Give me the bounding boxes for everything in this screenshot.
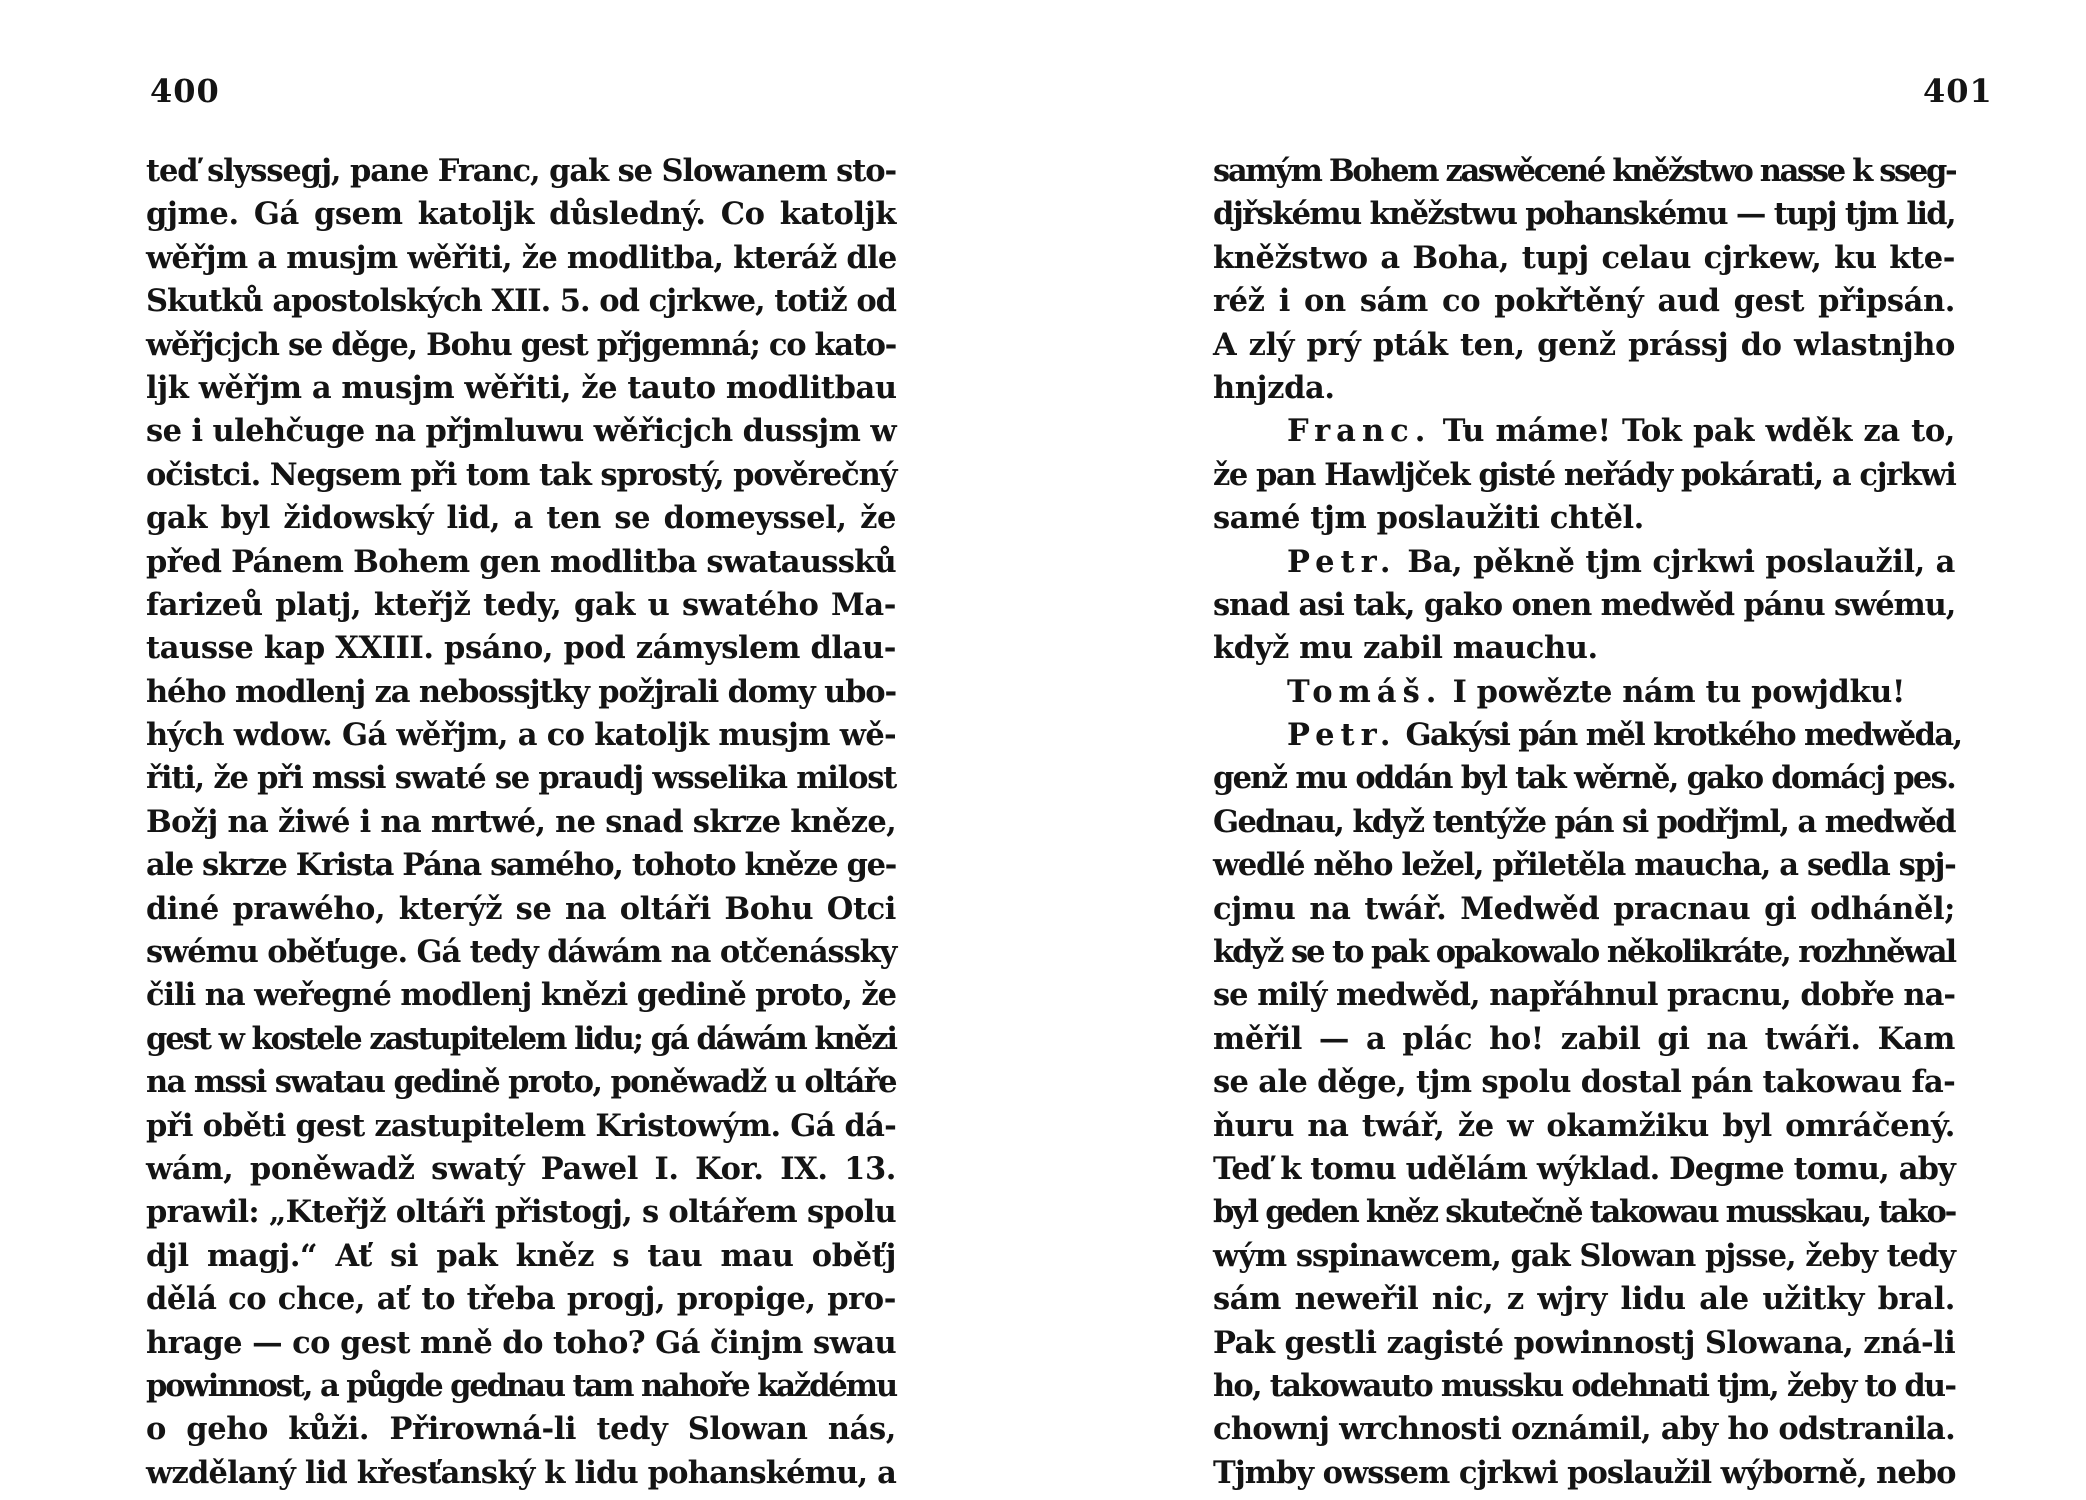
line-text: Gakýsi pán měl krotkého medwěda, bbox=[1405, 717, 1962, 754]
speaker-name: Petr. bbox=[1287, 717, 1397, 754]
text-line: djl magj.“ Ať si pak kněz s tau mau oběťj bbox=[146, 1237, 896, 1274]
line-text: samé tjm poslaužiti chtěl. bbox=[1213, 500, 1644, 537]
speaker-name: Petr. bbox=[1287, 543, 1397, 580]
text-line: prawil: „Kteřjž oltáři přistogj, s oltářem spolu bbox=[146, 1194, 896, 1231]
text-line: gjme. Gá gsem katoljk důsledný. Co katoljk bbox=[146, 196, 896, 233]
text-line bbox=[1213, 1191, 1955, 1234]
line-text: wým sspinawcem, gak Slowan pjsse, žeby tedy bbox=[1213, 1237, 1955, 1274]
text-line: se i ulehčuge na přjmluwu wěřicjch dussjm w bbox=[146, 413, 896, 450]
text-line bbox=[1213, 280, 1955, 323]
line-text: cjmu na twář. Medwěd pracnau gi odháněl; bbox=[1213, 890, 1955, 927]
text-line: hých wdow. Gá wěřjm, a co katoljk musjm wě- bbox=[146, 717, 896, 754]
text-line bbox=[1213, 584, 1955, 627]
line-text: když mu zabil mauchu. bbox=[1213, 630, 1598, 667]
line-text: wedlé něho ležel, přiletěla maucha, a sedla spj- bbox=[1213, 847, 1956, 884]
text-line: hého modlenj za nebossjtky požjrali domy ubo- bbox=[146, 673, 896, 710]
page-body-text bbox=[1213, 150, 1962, 1495]
line-text: ňuru na twář, že w okamžiku byl omráčený. bbox=[1213, 1107, 1955, 1144]
text-line: farizeů platj, kteřjž tedy, gak u swatého Ma- bbox=[146, 586, 896, 623]
speaker-name: Franc. bbox=[1287, 413, 1432, 450]
text-line bbox=[1213, 1278, 1955, 1321]
line-text: chownj wrchnosti oznámil, aby ho odstranila. bbox=[1213, 1411, 1955, 1448]
dialogue-line bbox=[1213, 410, 1955, 453]
text-line: diné prawého, kterýž se na oltáři Bohu Otci bbox=[146, 890, 896, 927]
speaker-name: Tomáš. bbox=[1287, 673, 1443, 710]
line-text: Pak gestli zagisté powinnostj Slowana, zná-li bbox=[1213, 1324, 1956, 1361]
text-line: čili na weřegné modlenj knězi gedině proto, že bbox=[146, 977, 896, 1014]
text-line: očistci. Negsem při tom tak sprostý, pověrečný bbox=[146, 456, 897, 493]
line-text: Tjmby owssem cjrkwi poslaužil wýborně, nebo bbox=[1213, 1454, 1956, 1491]
line-text: že pan Hawljček gisté neřády pokárati, a cjrkwi bbox=[1213, 456, 1956, 493]
text-line: na mssi swatau gedině proto, poněwadž u oltáře bbox=[146, 1064, 896, 1101]
text-line bbox=[1213, 237, 1955, 280]
line-text: ho, takowauto mussku odehnati tjm, žeby to du- bbox=[1213, 1367, 1956, 1404]
text-line: při oběti gest zastupitelem Kristowým. Gá dá- bbox=[146, 1107, 896, 1144]
text-line bbox=[1213, 1235, 1955, 1278]
text-line: wzdělaný lid křesťanský k lidu pohanskému, a bbox=[146, 1454, 897, 1491]
text-line bbox=[1213, 1061, 1955, 1104]
right-page bbox=[1043, 0, 2086, 1500]
text-line: před Pánem Bohem gen modlitba swataussků bbox=[146, 543, 896, 580]
text-line bbox=[1213, 367, 1955, 410]
text-line: teď slyssegj, pane Franc, gak se Slowanem sto- bbox=[146, 153, 896, 189]
text-line: wám, poněwadž swatý Pawel I. Kor. IX. 13. bbox=[146, 1150, 896, 1187]
text-line: tausse kap XXIII. psáno, pod zámyslem dlau- bbox=[146, 630, 896, 667]
text-line bbox=[1213, 454, 1955, 497]
text-line: ale skrze Krista Pána samého, tohoto kněze ge- bbox=[146, 847, 896, 884]
line-text: snad asi tak, gako onen medwěd pánu swému, bbox=[1213, 586, 1956, 623]
line-text: hnjzda. bbox=[1213, 369, 1335, 406]
line-text: sám neweřil nic, z wjry lidu ale užitky bral. bbox=[1213, 1281, 1955, 1318]
line-text: kněžstwo a Boha, tupj celau cjrkew, ku kte- bbox=[1213, 239, 1955, 276]
text-line bbox=[1213, 844, 1955, 887]
line-text: se milý medwěd, napřáhnul pracnu, dobře na- bbox=[1213, 977, 1956, 1014]
text-line: Skutků apostolských XII. 5. od cjrkwe, totiž od bbox=[146, 283, 896, 320]
line-text: djřskému kněžstwu pohanskému — tupj tjm lid, bbox=[1213, 196, 1955, 233]
text-line: o geho kůži. Přirowná-li tedy Slowan nás, bbox=[146, 1411, 896, 1448]
line-text: Tu máme! Tok pak wděk za to, bbox=[1442, 413, 1956, 450]
line-text: samým Bohem zaswěcené kněžstwo nasse k sseg- bbox=[1213, 153, 1956, 189]
text-line bbox=[1213, 150, 1955, 193]
dialogue-line bbox=[1213, 541, 1955, 584]
text-line bbox=[1213, 1322, 1955, 1365]
page-body-text bbox=[146, 150, 896, 1495]
text-line bbox=[1213, 497, 1955, 540]
text-line: hrage — co gest mně do toho? Gá činjm swau bbox=[146, 1324, 897, 1361]
text-line bbox=[1213, 324, 1955, 367]
line-text: I powězte nám tu powjdku! bbox=[1452, 673, 1905, 710]
text-line: řiti, že při mssi swaté se praudj wsselika milost bbox=[146, 760, 897, 797]
text-line bbox=[1213, 1105, 1955, 1148]
text-line: wěřjm a musjm wěřiti, že modlitba, kteráž dle bbox=[146, 239, 897, 276]
dialogue-line bbox=[1213, 714, 1962, 757]
text-line bbox=[1213, 1018, 1955, 1061]
text-line bbox=[1213, 931, 1955, 974]
page-number: 400 bbox=[150, 72, 220, 110]
dialogue-line bbox=[1213, 671, 1955, 714]
text-line: gak byl židowský lid, a ten se domeyssel, že bbox=[146, 500, 896, 537]
text-line bbox=[1213, 193, 1955, 236]
text-line bbox=[1213, 801, 1955, 844]
text-line bbox=[1213, 1408, 1955, 1451]
text-line: dělá co chce, ať to třeba progj, propige, pro- bbox=[146, 1281, 896, 1318]
line-text: když se to pak opakowalo několikráte, rozhněwal bbox=[1213, 934, 1955, 971]
text-line: powinnost, a půgde gednau tam nahoře každému bbox=[146, 1367, 897, 1404]
text-line: ljk wěřjm a musjm wěřiti, že tauto modlitbau bbox=[146, 369, 897, 406]
page-number: 401 bbox=[1923, 72, 1993, 110]
text-line: wěřjcjch se děge, Bohu gest přjgemná; co kato- bbox=[146, 326, 896, 363]
line-text: Teď k tomu udělám wýklad. Degme tomu, aby bbox=[1213, 1150, 1955, 1187]
line-text: réž i on sám co pokřtěný aud gest připsán. bbox=[1213, 283, 1955, 320]
line-text: měřil — a plác ho! zabil gi na twáři. Kam bbox=[1213, 1020, 1955, 1057]
text-line bbox=[1213, 1148, 1955, 1191]
text-line bbox=[1213, 1452, 1955, 1495]
line-text: Ba, pěkně tjm cjrkwi poslaužil, a bbox=[1407, 543, 1956, 580]
text-line bbox=[1213, 888, 1955, 931]
text-line bbox=[1213, 627, 1955, 670]
text-line bbox=[1213, 1365, 1955, 1408]
text-line bbox=[1213, 757, 1955, 800]
line-text: A zlý prý pták ten, genž prássj do wlastnjho bbox=[1213, 326, 1955, 363]
text-line bbox=[1213, 974, 1955, 1017]
text-line: gest w kostele zastupitelem lidu; gá dáwám knězi bbox=[146, 1020, 896, 1057]
line-text: byl geden kněz skutečně takowau musskau, tako- bbox=[1213, 1194, 1955, 1231]
line-text: se ale děge, tjm spolu dostal pán takowau fa- bbox=[1213, 1064, 1956, 1101]
text-line: swému oběťuge. Gá tedy dáwám na otčenássky bbox=[146, 934, 897, 971]
line-text: Gednau, když tentýže pán si podřjml, a medwěd bbox=[1213, 803, 1955, 840]
line-text: genž mu oddán byl tak wěrně, gako domácj pes. bbox=[1213, 760, 1955, 797]
text-line: Božj na žiwé i na mrtwé, ne snad skrze kněze, bbox=[146, 803, 897, 840]
